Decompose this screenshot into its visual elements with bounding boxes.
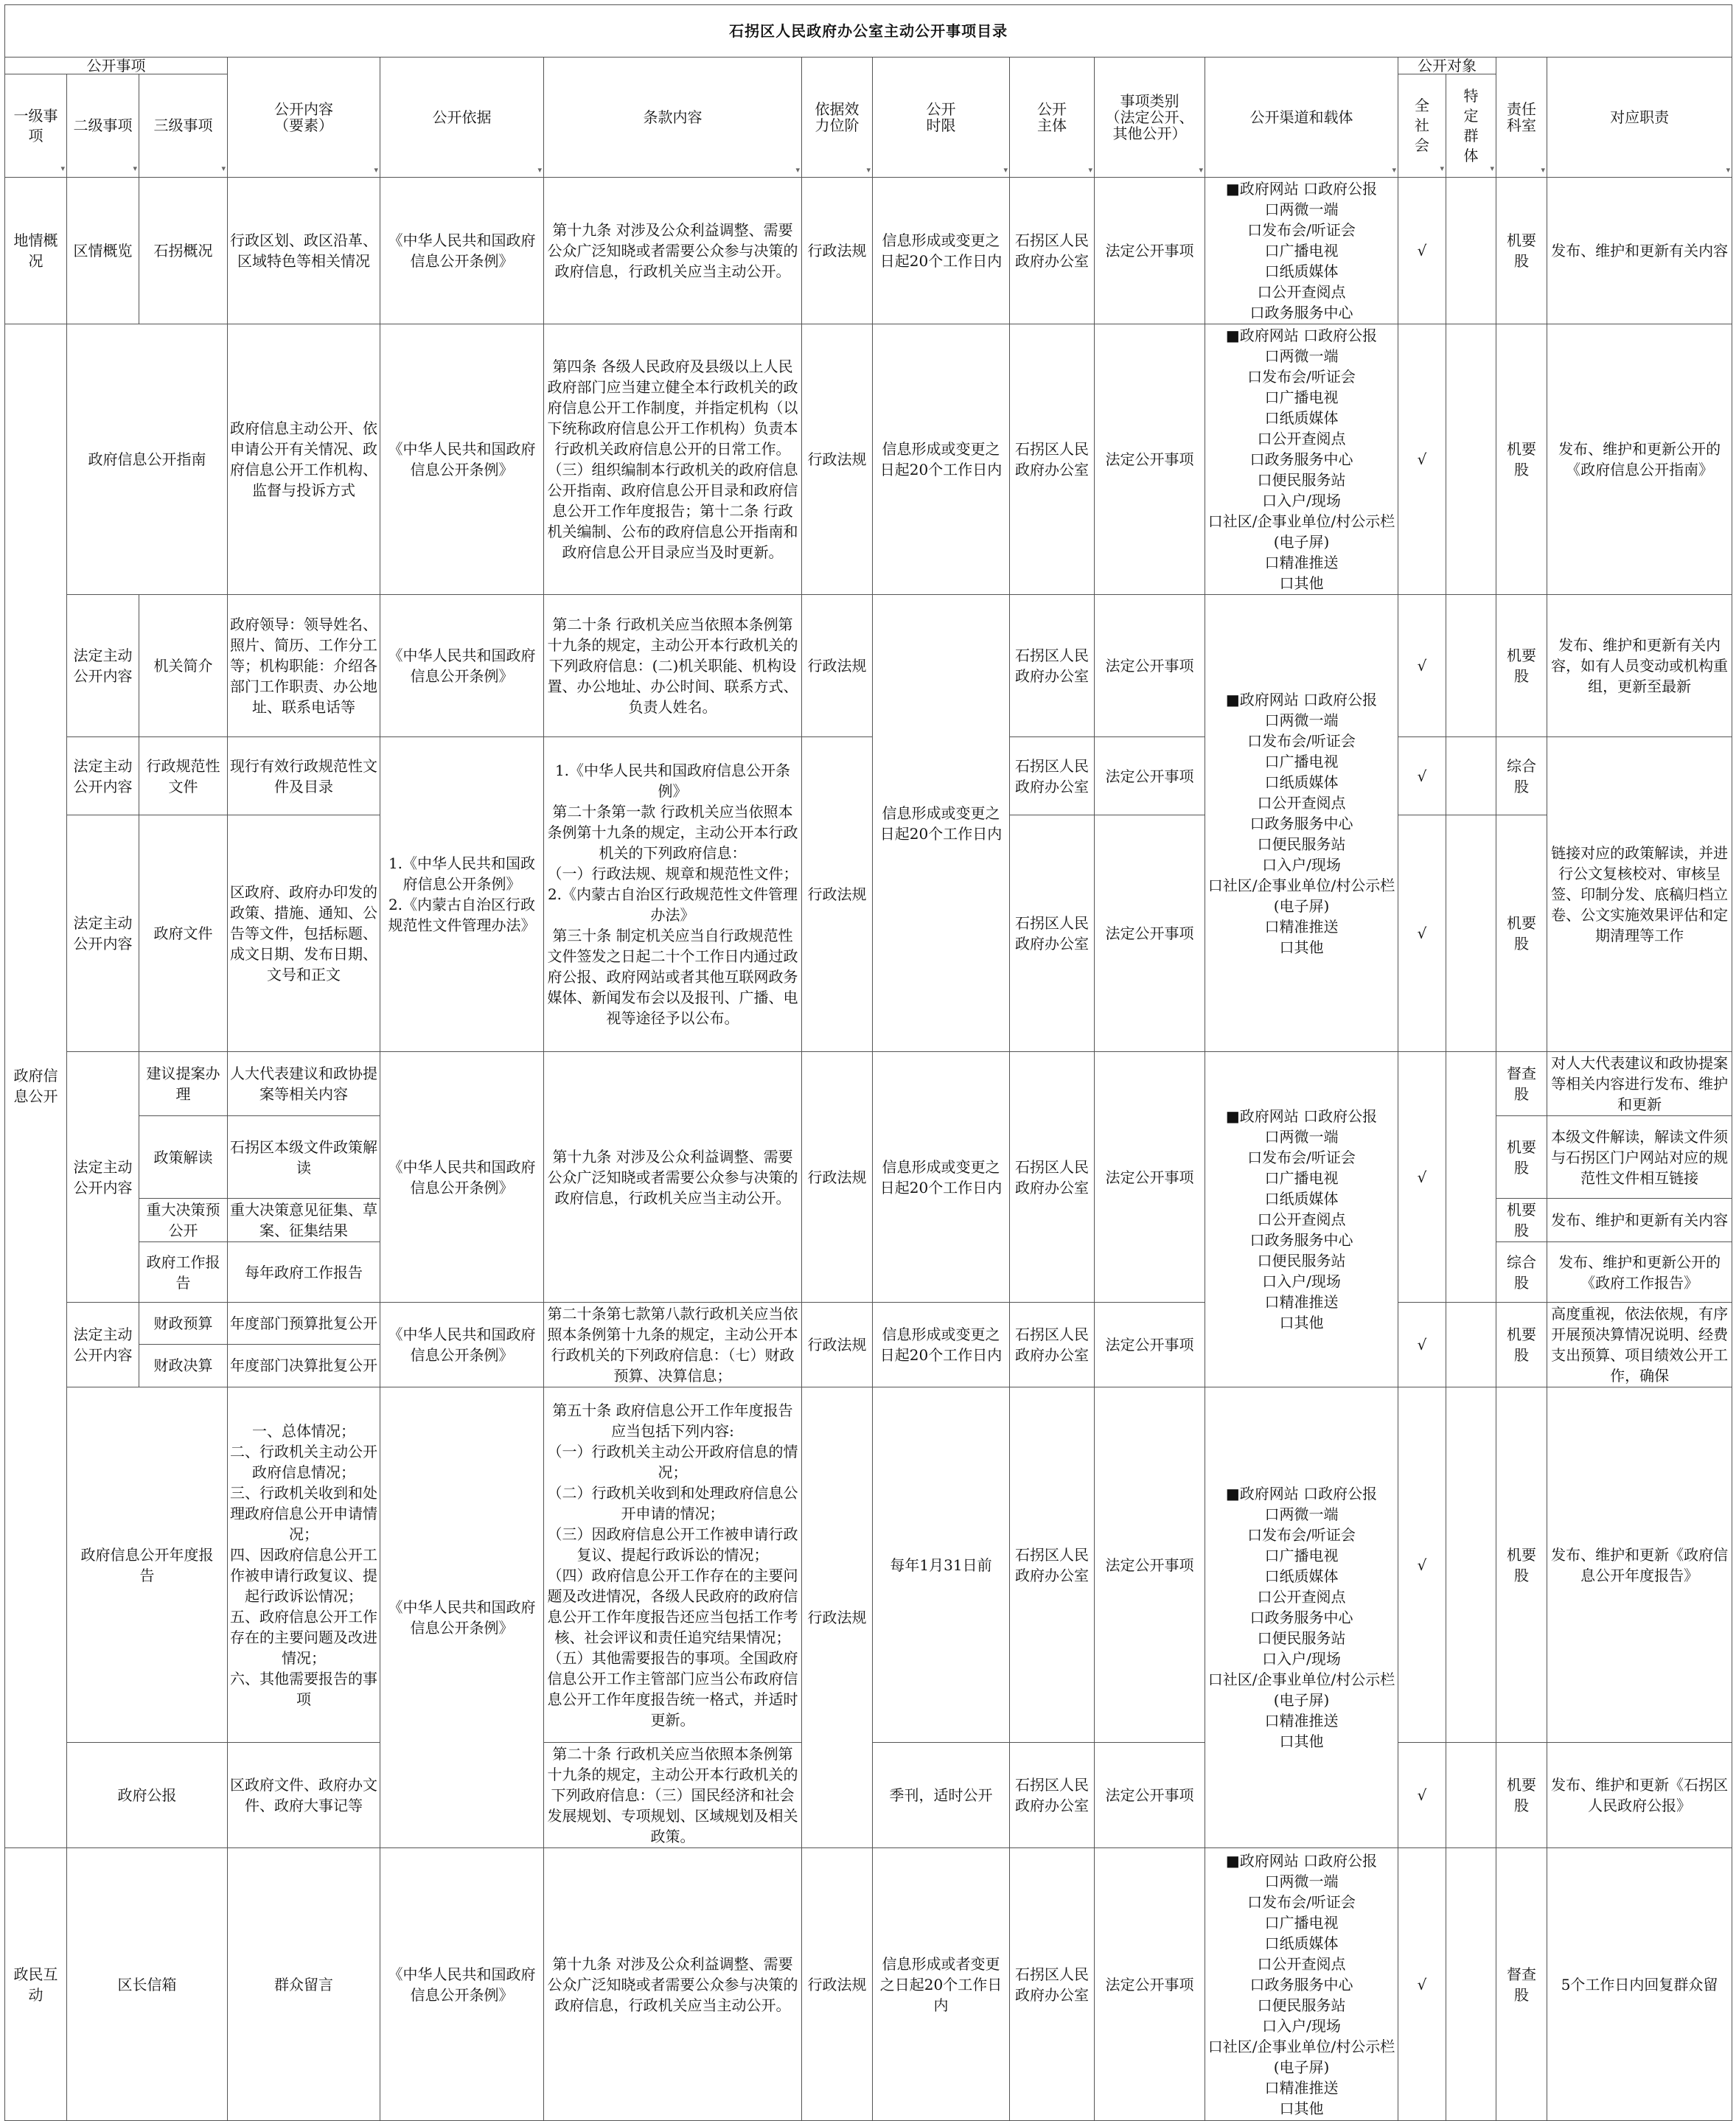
cell-rank: 行政法规 <box>802 178 873 324</box>
cell-dept: 机要 股 <box>1496 1743 1547 1848</box>
cell-rank: 行政法规 <box>802 1303 873 1387</box>
cell-category: 法定公开事项 <box>1095 178 1205 324</box>
cell-category: 法定公开事项 <box>1095 815 1205 1052</box>
cell-duty: 发布、维护和更新有关内容 <box>1547 178 1732 324</box>
cell-society: √ <box>1398 1387 1446 1743</box>
cell-subject: 石拐区人民政府办公室 <box>1010 737 1095 815</box>
cell-level2: 政府公报 <box>67 1743 228 1848</box>
cell-dept: 督查 股 <box>1496 1052 1547 1116</box>
cell-clause: 第四条 各级人民政府及县级以上人民政府部门应当建立健全本行政机关的政府信息公开工作制度，并指定机构（以下统称政府信息公开工作机构）负责本行政机关政府信息公开的日常工作。（三）组织编制本行政机关的政府信息公开指南、政府信息公开目录和政府信息公开工作年度报告；第十二条 行政机关编制、公布的政府信息公开指南和政府信息公开目录应当及时更新。 <box>544 324 802 595</box>
cell-clause: 第二十条 行政机关应当依照本条例第十九条的规定，主动公开本行政机关的下列政府信息：（三）国民经济和社会发展规划、专项规划、区域规划及相关政策。 <box>544 1743 802 1848</box>
cell-duty: 发布、维护和更新《石拐区人民政府公报》 <box>1547 1743 1732 1848</box>
cell-rank: 行政法规 <box>802 1387 873 1848</box>
cell-society: √ <box>1398 815 1446 1052</box>
cell-specific <box>1446 1387 1496 1743</box>
table-row <box>5 595 1732 737</box>
table-row <box>5 324 1732 595</box>
catalog-table <box>4 4 1732 2121</box>
cell-duty: 发布、维护和更新有关内容，如有人员变动或机构重组，更新至最新 <box>1547 595 1732 737</box>
cell-specific <box>1446 1052 1496 1303</box>
cell-specific <box>1446 1848 1496 2121</box>
cell-channel: ■政府网站 口政府公报 口两微一端 口发布会/听证会 口广播电视 口纸质媒体 口公开查阅点 口政务服务中心 口便民服务站 口入户/现场 口社区/企事业单位/村公示栏(电子屏) 口精准推送 口其他 <box>1205 595 1398 1052</box>
cell-level2: 法定主动 公开内容 <box>67 1052 139 1303</box>
cell-basis: 《中华人民共和国政府信息公开条例》 <box>380 1303 544 1387</box>
cell-content: 年度部门决算批复公开 <box>228 1344 380 1387</box>
header-society[interactable]: 全 社 会 ▾ <box>1398 74 1446 178</box>
cell-deadline: 信息形成或变更之日起20个工作日内 <box>873 178 1010 324</box>
header-level3[interactable]: 三级事项 ▾ <box>139 74 228 178</box>
table-row <box>5 737 1732 815</box>
cell-level3: 政策解读 <box>139 1116 228 1199</box>
cell-clause: 第十九条 对涉及公众利益调整、需要公众广泛知晓或者需要公众参与决策的政府信息，行政机关应当主动公开。 <box>544 178 802 324</box>
page-title: 石拐区人民政府办公室主动公开事项目录 <box>5 5 1732 58</box>
cell-level2: 法定主动 公开内容 <box>67 1303 139 1387</box>
cell-dept: 机要 股 <box>1496 1387 1547 1743</box>
cell-level1: 政民互动 <box>5 1848 67 2121</box>
cell-level3: 行政规范性 文件 <box>139 737 228 815</box>
cell-duty: 高度重视，依法依规，有序开展预决算情况说明、经费支出预算、项目绩效公开工作，确保 <box>1547 1303 1732 1387</box>
cell-content: 群众留言 <box>228 1848 380 2121</box>
header-category[interactable]: 事项类别 （法定公开、 其他公开） ▾ <box>1095 58 1205 178</box>
cell-content: 区政府、政府办印发的政策、措施、通知、公告等文件，包括标题、成文日期、发布日期、文号和正文 <box>228 815 380 1052</box>
cell-deadline: 信息形成或者变更之日起20个工作日内 <box>873 1848 1010 2121</box>
cell-dept: 综合 股 <box>1496 1242 1547 1303</box>
header-specific[interactable]: 特 定 群 体 ▾ <box>1446 74 1496 178</box>
header-rank[interactable]: 依据效 力位阶 ▾ <box>802 58 873 178</box>
cell-duty: 发布、维护和更新公开的《政府工作报告》 <box>1547 1242 1732 1303</box>
cell-level3: 建议提案办 理 <box>139 1052 228 1116</box>
header-level2[interactable]: 二级事项 ▾ <box>67 74 139 178</box>
cell-channel: ■政府网站 口政府公报 口两微一端 口发布会/听证会 口广播电视 口纸质媒体 口公开查阅点 口政务服务中心 口便民服务站 口入户/现场 口精准推送 口其他 <box>1205 1052 1398 1387</box>
cell-clause: 第五十条 政府信息公开工作年度报告应当包括下列内容: （一）行政机关主动公开政府信息的情况； （二）行政机关收到和处理政府信息公开申请的情况； （三）因政府信息公开工作被申请行政复议、提起行政诉讼的情况； （四）政府信息公开工作存在的主要问题及改进情况，各级人民政府的政府信息公开工作年度报告还应当包括工作考核、社会评议和责任追究结果情况； （五）其他需要报告的事项。全国政府信息公开工作主管部门应当公布政府信息公开工作年度报告统一格式，并适时更新。 <box>544 1387 802 1743</box>
cell-specific <box>1446 324 1496 595</box>
cell-level2: 政府信息公开年度报 告 <box>67 1387 228 1743</box>
cell-subject: 石拐区人民政府办公室 <box>1010 178 1095 324</box>
cell-basis: 《中华人民共和国政府信息公开条例》 <box>380 1387 544 1848</box>
cell-subject: 石拐区人民政府办公室 <box>1010 1303 1095 1387</box>
cell-clause: 第二十条 行政机关应当依照本条例第十九条的规定，主动公开本行政机关的下列政府信息：(二)机关职能、机构设置、办公地址、办公时间、联系方式、负责人姓名。 <box>544 595 802 737</box>
cell-channel: ■政府网站 口政府公报 口两微一端 口发布会/听证会 口广播电视 口纸质媒体 口公开查阅点 口政务服务中心 <box>1205 178 1398 324</box>
cell-content: 石拐区本级文件政策解读 <box>228 1116 380 1199</box>
cell-dept: 机要 股 <box>1496 815 1547 1052</box>
cell-subject: 石拐区人民政府办公室 <box>1010 1387 1095 1743</box>
header-level1[interactable]: 一级事项 ▾ <box>5 74 67 178</box>
cell-dept: 督查 股 <box>1496 1848 1547 2121</box>
cell-rank: 行政法规 <box>802 737 873 1052</box>
cell-dept: 机要 股 <box>1496 1303 1547 1387</box>
cell-society: √ <box>1398 1303 1446 1387</box>
cell-content: 一、总体情况； 二、行政机关主动公开政府信息情况； 三、行政机关收到和处理政府信息公开申请情况； 四、因政府信息公开工作被申请行政复议、提起行政诉讼情况； 五、政府信息公开工作存在的主要问题及改进情况； 六、其他需要报告的事项 <box>228 1387 380 1743</box>
cell-level2: 区情概览 <box>67 178 139 324</box>
cell-society: √ <box>1398 178 1446 324</box>
cell-clause: 第二十条第七款第八款行政机关应当依照本条例第十九条的规定，主动公开本行政机关的下列政府信息：（七）财政预算、决算信息； <box>544 1303 802 1387</box>
header-content[interactable]: 公开内容 （要素） ▾ <box>228 58 380 178</box>
cell-dept: 机要 股 <box>1496 1199 1547 1242</box>
header-clause[interactable]: 条款内容 ▾ <box>544 58 802 178</box>
cell-level3: 政府工作报 告 <box>139 1242 228 1303</box>
cell-dept: 机要 股 <box>1496 178 1547 324</box>
cell-dept: 机要 股 <box>1496 595 1547 737</box>
cell-level3: 重大决策预 公开 <box>139 1199 228 1242</box>
cell-level3: 财政预算 <box>139 1303 228 1345</box>
cell-deadline: 信息形成或变更之日起20个工作日内 <box>873 1303 1010 1387</box>
cell-deadline: 每年1月31日前 <box>873 1387 1010 1743</box>
cell-content: 政府信息主动公开、依申请公开有关情况、政府信息公开工作机构、监督与投诉方式 <box>228 324 380 595</box>
header-group-target: 公开对象 <box>1398 58 1496 74</box>
cell-basis: 1.《中华人民共和国政府信息公开条例》 2.《内蒙古自治区行政规范性文件管理办法》 <box>380 737 544 1052</box>
header-basis[interactable]: 公开依据 ▾ <box>380 58 544 178</box>
cell-clause: 1.《中华人民共和国政府信息公开条例》 第二十条第一款 行政机关应当依照本条例第十九条的规定，主动公开本行政机关的下列政府信息： （一）行政法规、规章和规范性文件； 2.《内蒙古自治区行政规范性文件管理办法》 第三十条 制定机关应当自行政规范性文件签发之日起二十个工作日内通过政府公报、政府网站或者其他互联网政务媒体、新闻发布会以及报刊、广播、电视等途径予以公布。 <box>544 737 802 1052</box>
cell-level3: 机关简介 <box>139 595 228 737</box>
cell-level3: 石拐概况 <box>139 178 228 324</box>
cell-clause: 第十九条 对涉及公众利益调整、需要公众广泛知晓或者需要公众参与决策的政府信息，行政机关应当主动公开。 <box>544 1052 802 1303</box>
cell-content: 年度部门预算批复公开 <box>228 1303 380 1345</box>
cell-subject: 石拐区人民政府办公室 <box>1010 1743 1095 1848</box>
header-dept[interactable]: 责任 科室 ▾ <box>1496 58 1547 178</box>
cell-content: 重大决策意见征集、草案、征集结果 <box>228 1199 380 1242</box>
cell-subject: 石拐区人民政府办公室 <box>1010 1052 1095 1303</box>
catalog-sheet <box>4 4 1732 2121</box>
cell-basis: 《中华人民共和国政府信息公开条例》 <box>380 595 544 737</box>
cell-level1: 地情概况 <box>5 178 67 324</box>
cell-subject: 石拐区人民政府办公室 <box>1010 324 1095 595</box>
cell-duty: 链接对应的政策解读，并进行公文复核校对、审核呈签、印制分发、底稿归档立卷、公文实施效果评估和定期清理等工作 <box>1547 737 1732 1052</box>
cell-category: 法定公开事项 <box>1095 1848 1205 2121</box>
cell-subject: 石拐区人民政府办公室 <box>1010 1848 1095 2121</box>
cell-channel: ■政府网站 口政府公报 口两微一端 口发布会/听证会 口广播电视 口纸质媒体 口公开查阅点 口政务服务中心 口便民服务站 口入户/现场 口社区/企事业单位/村公示栏(电子屏) 口精准推送 口其他 <box>1205 1848 1398 2121</box>
cell-duty: 本级文件解读，解读文件须与石拐区门户网站对应的规范性文件相互链接 <box>1547 1116 1732 1199</box>
cell-content: 现行有效行政规范性文件及目录 <box>228 737 380 815</box>
cell-deadline: 季刊，适时公开 <box>873 1743 1010 1848</box>
cell-clause: 第十九条 对涉及公众利益调整、需要公众广泛知晓或者需要公众参与决策的政府信息，行政机关应当主动公开。 <box>544 1848 802 2121</box>
cell-duty: 5个工作日内回复群众留 <box>1547 1848 1732 2121</box>
cell-specific <box>1446 595 1496 737</box>
cell-rank: 行政法规 <box>802 1848 873 2121</box>
cell-basis: 《中华人民共和国政府信息公开条例》 <box>380 324 544 595</box>
cell-duty: 发布、维护和更新《政府信息公开年度报告》 <box>1547 1387 1732 1743</box>
cell-basis: 《中华人民共和国政府信息公开条例》 <box>380 178 544 324</box>
cell-specific <box>1446 815 1496 1052</box>
table-row <box>5 1303 1732 1345</box>
cell-category: 法定公开事项 <box>1095 737 1205 815</box>
cell-channel: ■政府网站 口政府公报 口两微一端 口发布会/听证会 口广播电视 口纸质媒体 口公开查阅点 口政务服务中心 口便民服务站 口入户/现场 口社区/企事业单位/村公示栏(电子屏) 口精准推送 口其他 <box>1205 1387 1398 1848</box>
cell-content: 每年政府工作报告 <box>228 1242 380 1303</box>
cell-rank: 行政法规 <box>802 324 873 595</box>
table-row <box>5 1052 1732 1116</box>
header-channel[interactable]: 公开渠道和载体 ▾ <box>1205 58 1398 178</box>
cell-rank: 行政法规 <box>802 595 873 737</box>
cell-subject: 石拐区人民政府办公室 <box>1010 815 1095 1052</box>
header-group-items: 公开事项 <box>5 58 228 74</box>
header-deadline[interactable]: 公开 时限 ▾ <box>873 58 1010 178</box>
cell-content: 政府领导：领导姓名、照片、简历、工作分工等；机构职能：介绍各部门工作职责、办公地址、联系电话等 <box>228 595 380 737</box>
cell-specific <box>1446 1303 1496 1387</box>
cell-society: √ <box>1398 324 1446 595</box>
cell-society: √ <box>1398 1743 1446 1848</box>
table-row <box>5 1848 1732 2121</box>
table-row <box>5 178 1732 324</box>
cell-basis: 《中华人民共和国政府信息公开条例》 <box>380 1052 544 1303</box>
cell-channel: ■政府网站 口政府公报 口两微一端 口发布会/听证会 口广播电视 口纸质媒体 口公开查阅点 口政务服务中心 口便民服务站 口入户/现场 口社区/企事业单位/村公示栏(电子屏) 口精准推送 口其他 <box>1205 324 1398 595</box>
cell-basis: 《中华人民共和国政府信息公开条例》 <box>380 1848 544 2121</box>
header-duty[interactable]: 对应职责 ▾ <box>1547 58 1732 178</box>
cell-society: √ <box>1398 595 1446 737</box>
cell-level3: 政府文件 <box>139 815 228 1052</box>
cell-society: √ <box>1398 1052 1446 1303</box>
cell-category: 法定公开事项 <box>1095 324 1205 595</box>
cell-dept: 机要 股 <box>1496 324 1547 595</box>
cell-category: 法定公开事项 <box>1095 1387 1205 1743</box>
cell-level2: 区长信箱 <box>67 1848 228 2121</box>
cell-level1: 政府信息公开 <box>5 324 67 1848</box>
cell-rank: 行政法规 <box>802 1052 873 1303</box>
cell-content: 区政府文件、政府办文件、政府大事记等 <box>228 1743 380 1848</box>
cell-duty: 发布、维护和更新有关内容 <box>1547 1199 1732 1242</box>
cell-dept: 综合 股 <box>1496 737 1547 815</box>
cell-duty: 对人大代表建议和政协提案等相关内容进行发布、维护和更新 <box>1547 1052 1732 1116</box>
cell-category: 法定公开事项 <box>1095 1303 1205 1387</box>
cell-subject: 石拐区人民政府办公室 <box>1010 595 1095 737</box>
cell-category: 法定公开事项 <box>1095 595 1205 737</box>
cell-society: √ <box>1398 1848 1446 2121</box>
cell-duty: 发布、维护和更新公开的《政府信息公开指南》 <box>1547 324 1732 595</box>
cell-specific <box>1446 1743 1496 1848</box>
cell-deadline: 信息形成或变更之日起20个工作日内 <box>873 324 1010 595</box>
cell-deadline: 信息形成或变更之日起20个工作日内 <box>873 1052 1010 1303</box>
cell-level2: 法定主动 公开内容 <box>67 815 139 1052</box>
cell-specific <box>1446 737 1496 815</box>
cell-deadline: 信息形成或变更之日起20个工作日内 <box>873 595 1010 1052</box>
cell-dept: 机要 股 <box>1496 1116 1547 1199</box>
cell-level2: 法定主动 公开内容 <box>67 737 139 815</box>
cell-category: 法定公开事项 <box>1095 1052 1205 1303</box>
header-subject[interactable]: 公开 主体 ▾ <box>1010 58 1095 178</box>
cell-content: 人大代表建议和政协提案等相关内容 <box>228 1052 380 1116</box>
cell-content: 行政区划、政区沿革、区域特色等相关情况 <box>228 178 380 324</box>
cell-category: 法定公开事项 <box>1095 1743 1205 1848</box>
cell-level2: 政府信息公开指南 <box>67 324 228 595</box>
cell-specific <box>1446 178 1496 324</box>
table-row <box>5 1387 1732 1743</box>
cell-society: √ <box>1398 737 1446 815</box>
cell-level2: 法定主动 公开内容 <box>67 595 139 737</box>
cell-level3: 财政决算 <box>139 1344 228 1387</box>
